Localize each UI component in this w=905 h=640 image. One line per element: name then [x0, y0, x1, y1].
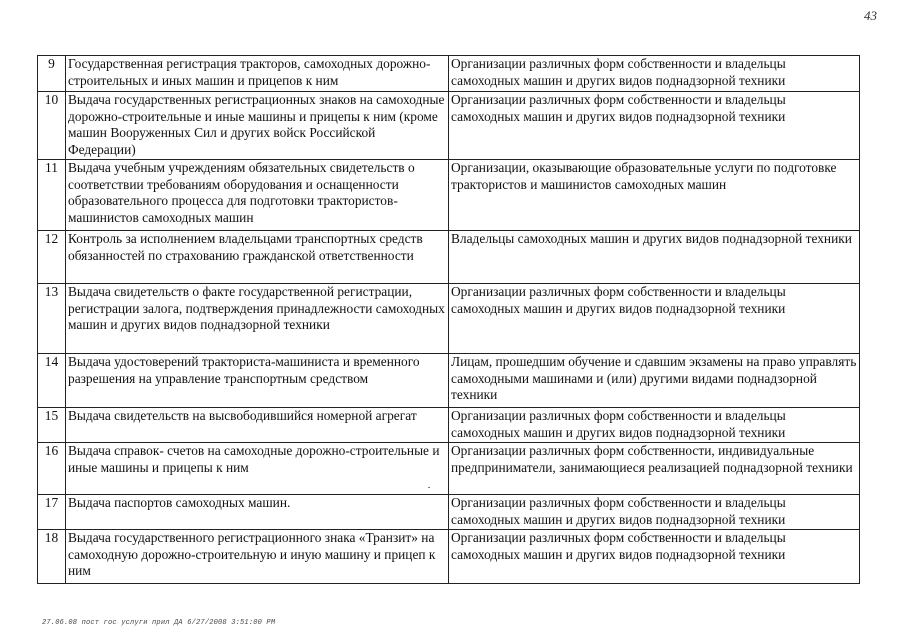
scan-speck: [428, 487, 430, 488]
service-name: Контроль за исполнением владельцами транспортных средств обязанностей по страхованию гражданской ответственности: [66, 231, 449, 284]
service-recipient: Организации различных форм собственности и владельцы самоходных машин и других видов поднадзорной техники: [449, 530, 860, 584]
table-row: [38, 530, 860, 584]
service-name: Выдача удостоверений тракториста-машиниста и временного разрешения на управление транспортным средством: [66, 354, 449, 408]
service-name: Выдача свидетельств на высвободившийся номерной агрегат: [66, 408, 449, 443]
service-recipient: Организации различных форм собственности и владельцы самоходных машин и других видов поднадзорной техники: [449, 408, 860, 443]
row-number: 9: [38, 56, 66, 92]
service-name: Выдача свидетельств о факте государственной регистрации, регистрации залога, подтверждения принадлежности самоходных машин и других видов поднадзорной техники: [66, 284, 449, 354]
row-number: 10: [38, 92, 66, 160]
table-row: [38, 408, 860, 443]
service-name: Выдача государственного регистрационного знака «Транзит» на самоходную дорожно-строительную и иную машину и прицеп к ним: [66, 530, 449, 584]
row-number: 14: [38, 354, 66, 408]
row-number: 16: [38, 443, 66, 495]
service-name: Государственная регистрация тракторов, самоходных дорожно-строительных и иных машин и прицепов к ним: [66, 56, 449, 92]
service-name: Выдача государственных регистрационных знаков на самоходные дорожно-строительные и иные машины и прицепы к ним (кроме машин Вооруженных Сил и других войск Российской Федерации): [66, 92, 449, 160]
table-row: [38, 92, 860, 160]
table-row: [38, 160, 860, 231]
services-table: [37, 55, 860, 584]
service-recipient: Лицам, прошедшим обучение и сдавшим экзамены на право управлять самоходными машинами и (или) другими видами поднадзорной техники: [449, 354, 860, 408]
page-number: 43: [864, 8, 877, 23]
row-number: 13: [38, 284, 66, 354]
table-row: [38, 495, 860, 530]
table-row: [38, 354, 860, 408]
table-row: [38, 231, 860, 284]
service-recipient: Организации различных форм собственности и владельцы самоходных машин и других видов поднадзорной техники: [449, 495, 860, 530]
table-row: [38, 284, 860, 354]
service-recipient: Организации различных форм собственности, индивидуальные предприниматели, занимающиеся реализацией поднадзорной техники: [449, 443, 860, 495]
service-recipient: Владельцы самоходных машин и других видов поднадзорной техники: [449, 231, 860, 284]
footer-file-stamp: 27.06.08 пост гос услуги прил ДА 6/27/2008 3:51:00 PM: [42, 619, 276, 627]
table-row: [38, 443, 860, 495]
service-recipient: Организации различных форм собственности и владельцы самоходных машин и других видов поднадзорной техники: [449, 92, 860, 160]
service-recipient: Организации различных форм собственности и владельцы самоходных машин и других видов поднадзорной техники: [449, 284, 860, 354]
service-recipient: Организации различных форм собственности и владельцы самоходных машин и других видов поднадзорной техники: [449, 56, 860, 92]
service-name: Выдача учебным учреждениям обязательных свидетельств о соответствии требованиям оборудования и оснащенности образовательного процесса для подготовки трактористов- машинистов самоходных машин: [66, 160, 449, 231]
row-number: 15: [38, 408, 66, 443]
service-name: Выдача справок- счетов на самоходные дорожно-строительные и иные машины и прицепы к ним: [66, 443, 449, 495]
row-number: 17: [38, 495, 66, 530]
row-number: 12: [38, 231, 66, 284]
row-number: 18: [38, 530, 66, 584]
table-row: [38, 56, 860, 92]
service-name: Выдача паспортов самоходных машин.: [66, 495, 449, 530]
service-recipient: Организации, оказывающие образовательные услуги по подготовке трактористов и машинистов самоходных машин: [449, 160, 860, 231]
row-number: 11: [38, 160, 66, 231]
